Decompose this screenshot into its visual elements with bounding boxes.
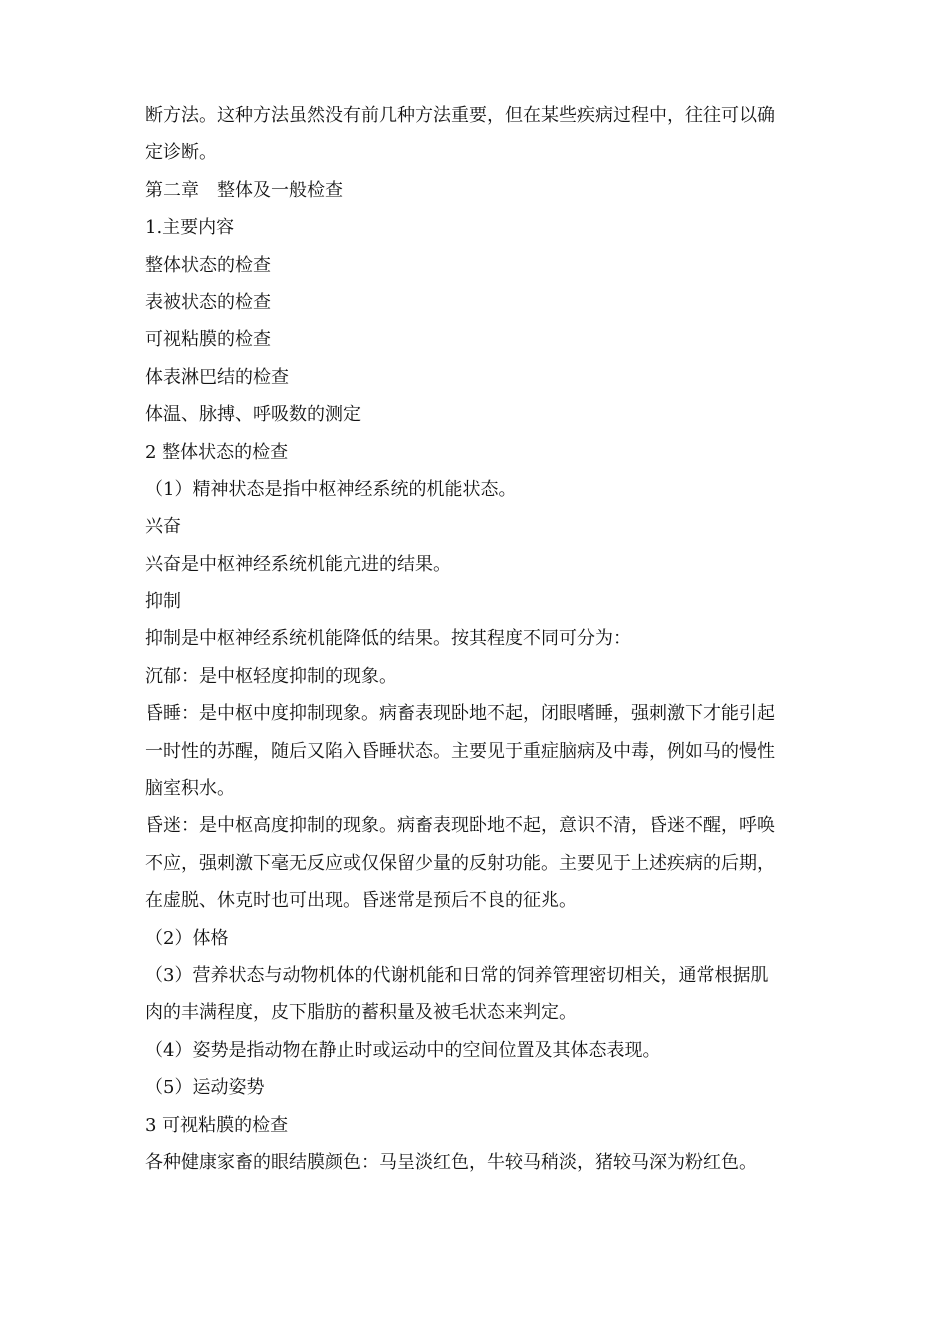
text-line: （5）运动姿势 bbox=[145, 1077, 265, 1099]
subheading: 抑制 bbox=[145, 591, 181, 613]
text-line: 一时性的苏醒，随后又陷入昏睡状态。主要见于重症脑病及中毒，例如马的慢性 bbox=[145, 740, 775, 762]
text-line: 不应，强刺激下毫无反应或仅保留少量的反射功能。主要见于上述疾病的后期， bbox=[145, 852, 775, 874]
text-line: （1）精神状态是指中枢神经系统的机能状态。 bbox=[145, 478, 517, 500]
list-item: 体表淋巴结的检查 bbox=[145, 366, 289, 388]
text-line: 定诊断。 bbox=[145, 142, 217, 164]
text-line: 抑制是中枢神经系统机能降低的结果。按其程度不同可分为： bbox=[145, 628, 631, 650]
section-heading: 1.主要内容 bbox=[145, 217, 235, 239]
text-line: 在虚脱、休克时也可出现。昏迷常是预后不良的征兆。 bbox=[145, 890, 577, 912]
text-line: 各种健康家畜的眼结膜颜色：马呈淡红色，牛较马稍淡，猪较马深为粉红色。 bbox=[145, 1151, 757, 1173]
text-line: 沉郁：是中枢轻度抑制的现象。 bbox=[145, 665, 397, 687]
text-line: 昏睡：是中枢中度抑制现象。病畜表现卧地不起，闭眼嗜睡，强刺激下才能引起 bbox=[145, 703, 775, 725]
list-item: 体温、脉搏、呼吸数的测定 bbox=[145, 404, 361, 426]
list-item: 整体状态的检查 bbox=[145, 254, 271, 276]
list-item: 表被状态的检查 bbox=[145, 291, 271, 313]
text-line: （4）姿势是指动物在静止时或运动中的空间位置及其体态表现。 bbox=[145, 1039, 661, 1061]
subheading: 兴奋 bbox=[145, 516, 181, 538]
text-line: 兴奋是中枢神经系统机能亢进的结果。 bbox=[145, 553, 451, 575]
chapter-heading: 第二章 整体及一般检查 bbox=[145, 179, 343, 201]
text-line: 肉的丰满程度，皮下脂肪的蓄积量及被毛状态来判定。 bbox=[145, 1002, 577, 1024]
section-heading: 3 可视粘膜的检查 bbox=[145, 1114, 289, 1136]
section-heading: 2 整体状态的检查 bbox=[145, 441, 289, 463]
list-item: 可视粘膜的检查 bbox=[145, 329, 271, 351]
document-body bbox=[145, 97, 815, 1181]
text-line: 脑室积水。 bbox=[145, 778, 235, 800]
text-line: （2）体格 bbox=[145, 927, 229, 949]
text-line: 昏迷：是中枢高度抑制的现象。病畜表现卧地不起，意识不清，昏迷不醒，呼唤 bbox=[145, 815, 775, 837]
text-line: 断方法。这种方法虽然没有前几种方法重要，但在某些疾病过程中，往往可以确 bbox=[145, 105, 775, 126]
text-line: （3）营养状态与动物机体的代谢机能和日常的饲养管理密切相关，通常根据肌 bbox=[145, 964, 769, 986]
